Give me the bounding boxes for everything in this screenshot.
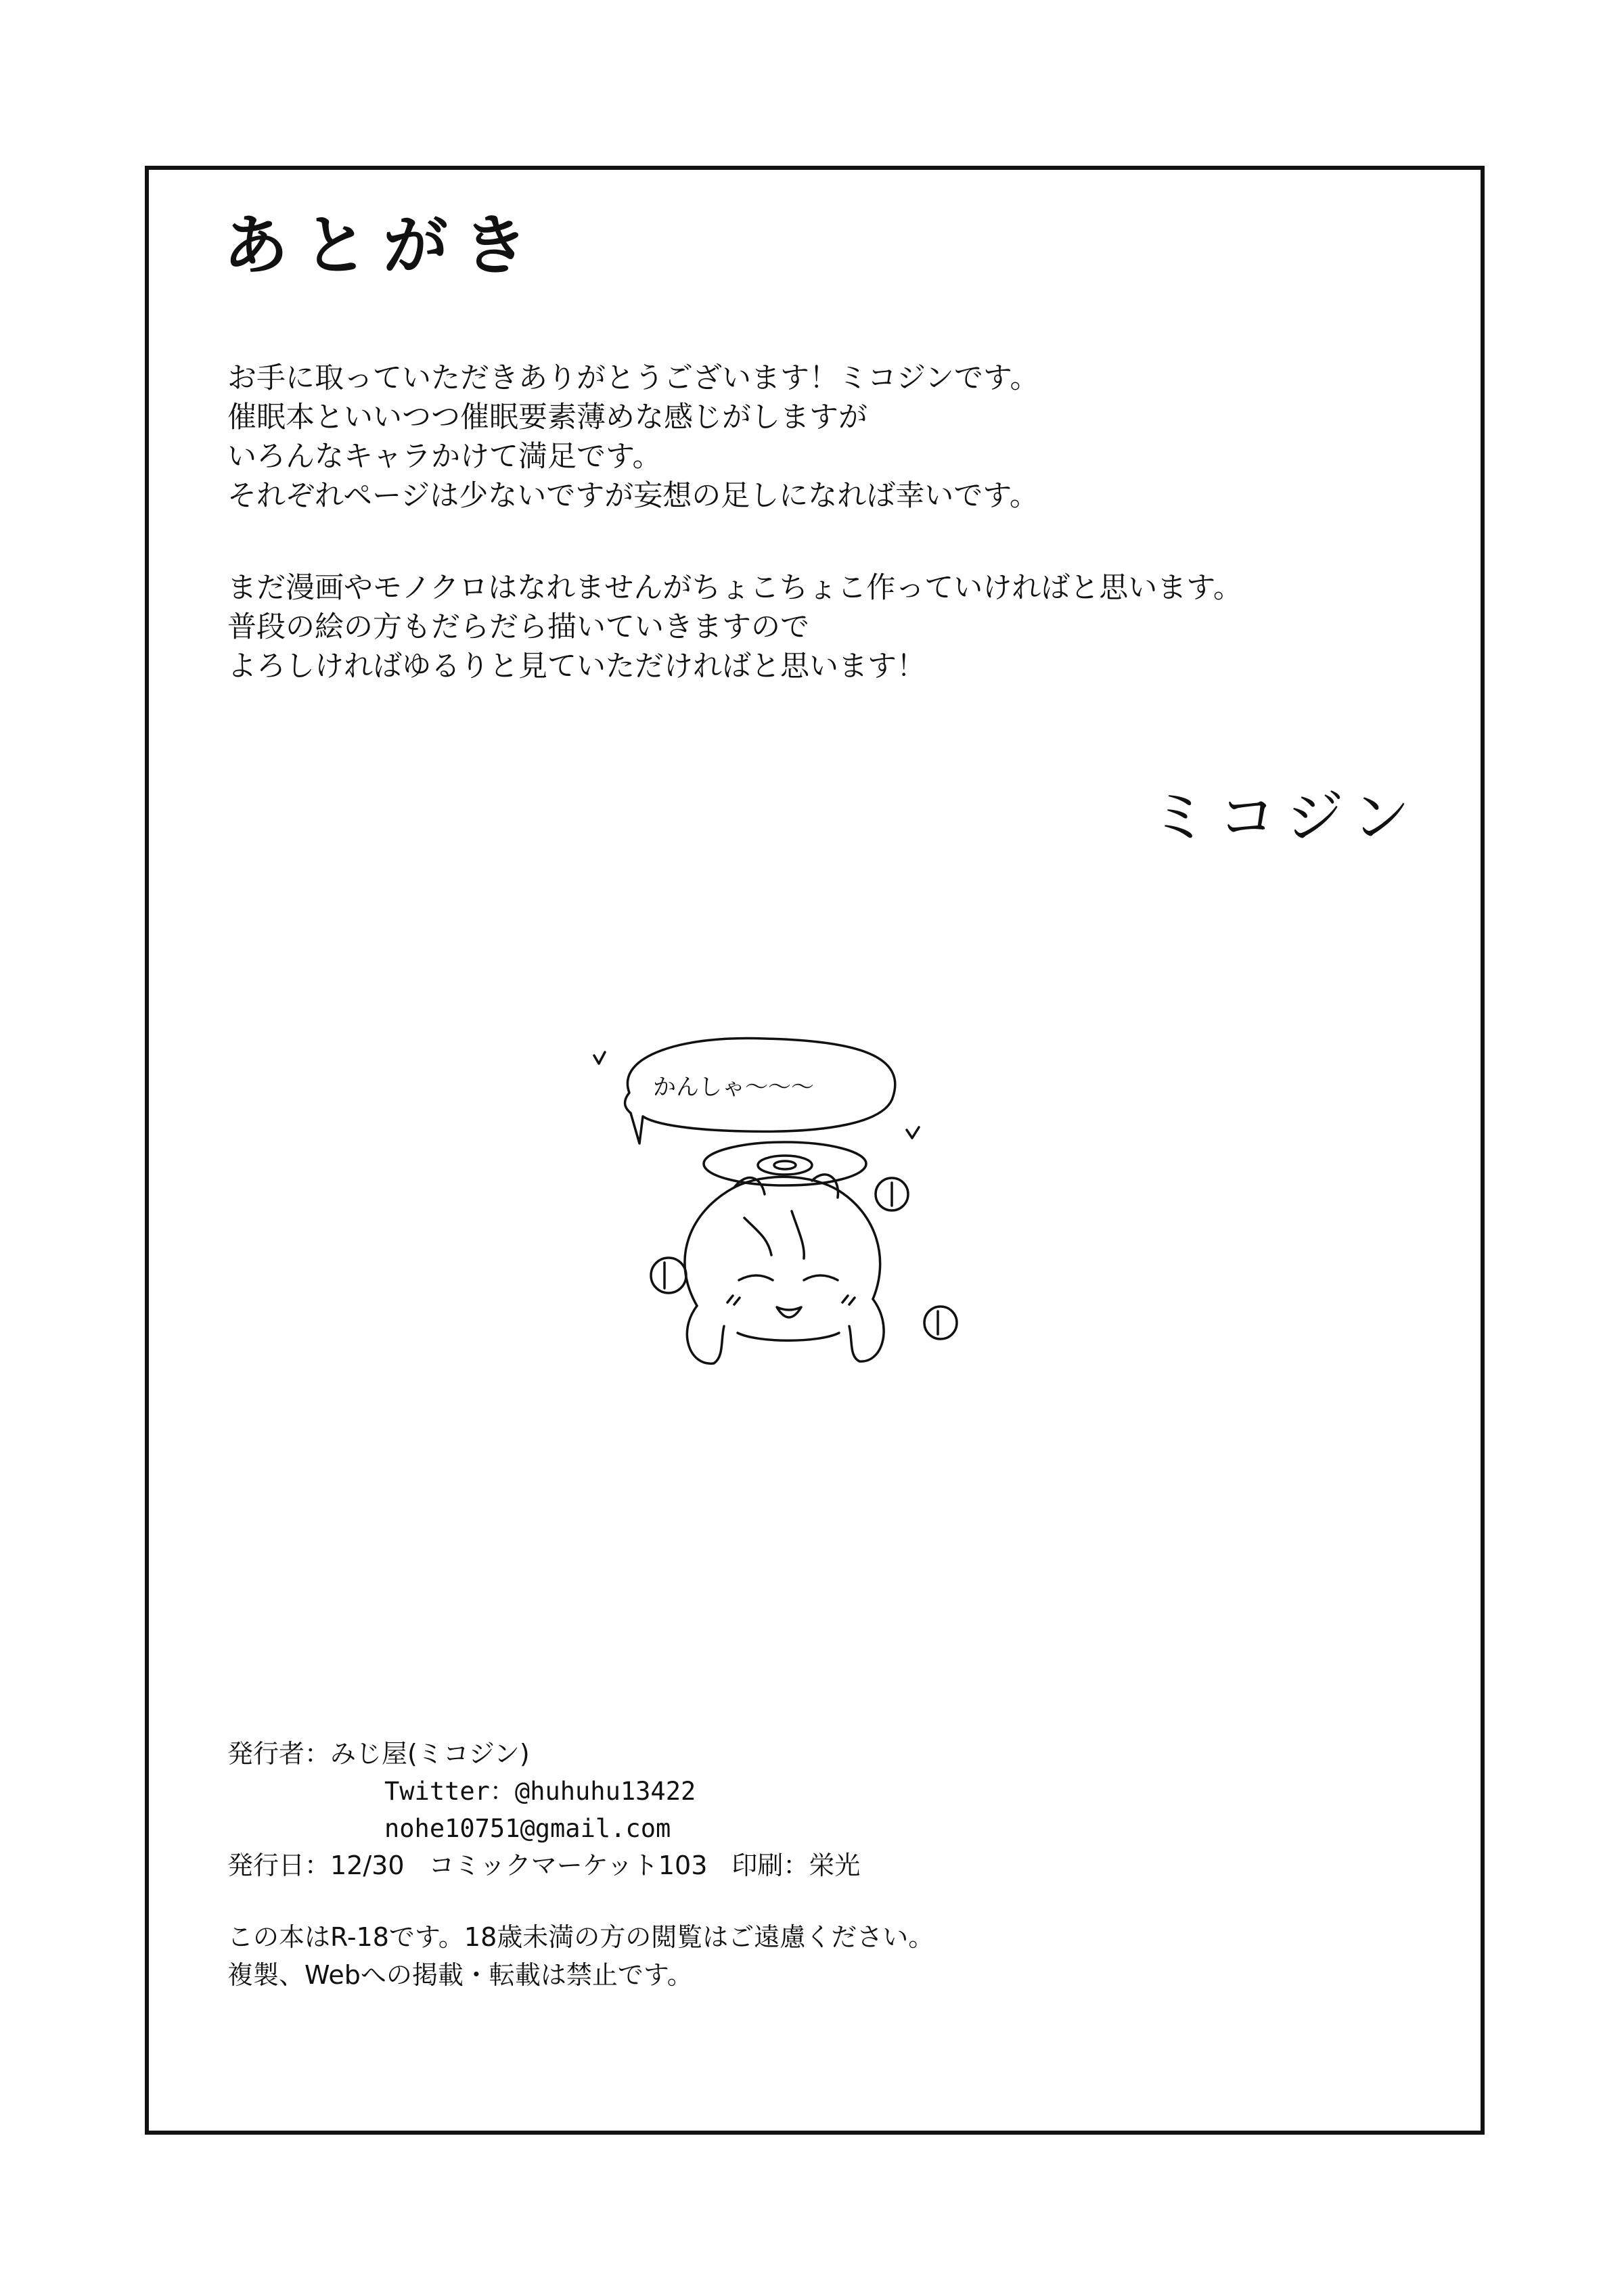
paragraph-line: お手に取っていただきありがとうございます！ミコジンです。 (227, 361, 1039, 395)
paragraph-line: よろしければゆるりと見ていただければと思います！ (227, 650, 926, 683)
paragraph-line: いろんなキャラかけて満足です。 (227, 440, 662, 474)
colophon-email-row: nohe10751@gmail.com (384, 1814, 671, 1843)
floating-orb-icon (876, 1178, 908, 1210)
colophon-publisher-row (227, 1735, 860, 1773)
emphasis-tick-left (594, 1052, 605, 1064)
page-title: あとがき (223, 208, 543, 283)
emphasis-tick-right (907, 1127, 919, 1138)
paragraph-line: 催眠本といいつつ催眠要素薄めな感じがしますが (227, 401, 867, 434)
legal-notice (227, 1918, 934, 1994)
colophon-date-row (227, 1847, 860, 1884)
paragraph-line: まだ漫画やモノクロはなれませんがちょこちょこ作っていければと思います。 (227, 571, 1242, 605)
author-signature: ミコジン (1150, 784, 1420, 851)
paragraph-line: 普段の絵の方もだらだら描いていきますので (227, 610, 809, 644)
afterword-paragraph-2 (227, 568, 1242, 686)
floating-orb-icon (924, 1307, 957, 1339)
afterword-paragraph-1 (227, 359, 1039, 516)
character-head (685, 1177, 880, 1306)
closed-eye-right (804, 1275, 838, 1280)
smiling-mouth (777, 1307, 801, 1317)
printer-label: 印刷： (731, 1851, 809, 1880)
chibi-character-illustration (589, 1015, 1062, 1394)
closed-eye-left (739, 1275, 773, 1280)
speech-bubble-text: かんしゃ〜〜〜 (653, 1074, 814, 1101)
colophon (227, 1735, 860, 1884)
paragraph-line: それぞれページは少ないですが妄想の足しになれば幸いです。 (227, 479, 1039, 513)
notice-line: この本はR-18です。18歳未満の方の閲覧はご遠慮ください。 (227, 1922, 934, 1952)
publisher-name: みじ屋(ミコジン) (330, 1739, 530, 1769)
publisher-label: 発行者： (227, 1739, 331, 1769)
event-name: コミックマーケット103 (428, 1851, 708, 1880)
colophon-twitter-row: Twitter：@huhuhu13422 (384, 1777, 696, 1806)
floating-orb-icon (651, 1258, 686, 1293)
publish-date: 12/30 (330, 1851, 405, 1880)
date-label: 発行日： (227, 1851, 331, 1880)
notice-line: 複製、Webへの掲載・転載は禁止です。 (227, 1960, 693, 1990)
printer-name: 栄光 (809, 1851, 861, 1880)
halo (704, 1142, 866, 1185)
